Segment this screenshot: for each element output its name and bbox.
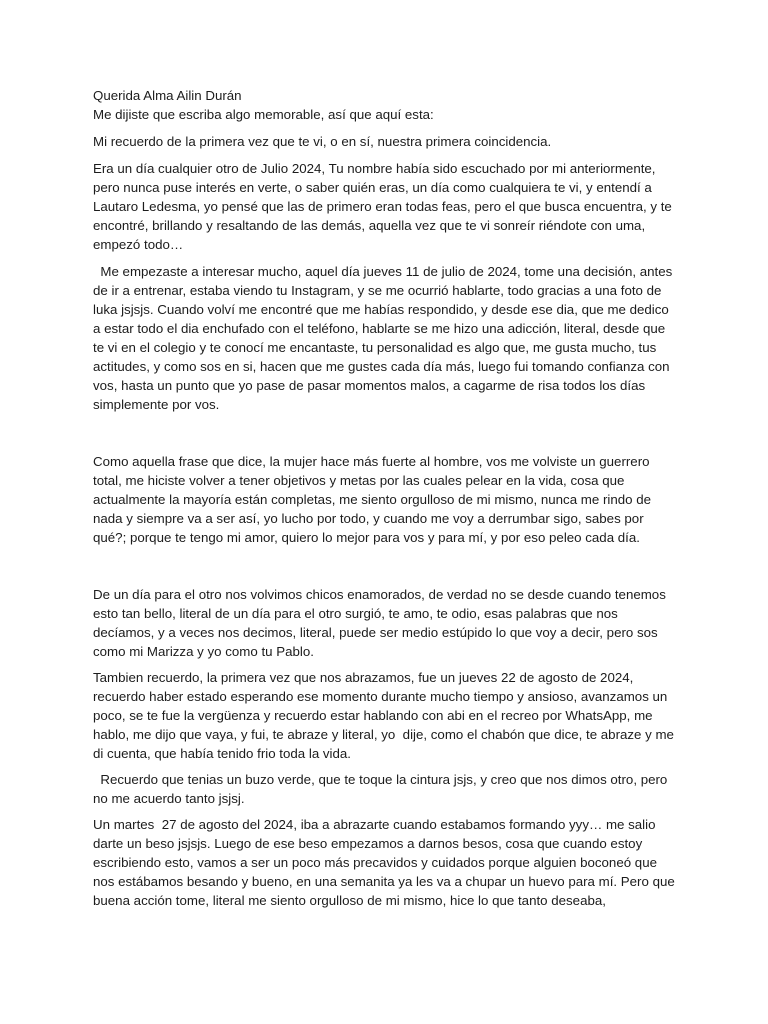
letter-body — [93, 86, 679, 910]
letter-paragraph: Mi recuerdo de la primera vez que te vi, o en sí, nuestra primera coincidencia. — [93, 134, 552, 149]
letter-paragraph: De un día para el otro nos volvimos chicos enamorados, de verdad no se desde cuando tenemos esto tan bello, literal de un día para el otro surgió, te amo, te odio, esas palabras que nos decíamos, y a veces nos decimos, literal, puede ser medio estúpido lo que voy a decir, pero sos como mi Marizza y yo como tu Pablo. — [93, 587, 670, 659]
letter-paragraph: Era un día cualquier otro de Julio 2024, Tu nombre había sido escuchado por mi anteriormente, pero nunca puse interés en verte, o saber quién eras, un día como cualquiera te vi, y entendí a Lautaro Ledesma, yo pensé que las de primero eran todas feas, pero el que busca encuentra, y te encontré, brillando y resaltando de las demás, aquella vez que te vi sonreír riéndote con uma, empezó todo… — [93, 161, 676, 252]
letter-paragraph: Tambien recuerdo, la primera vez que nos abrazamos, fue un jueves 22 de agosto de 2024, recuerdo haber estado esperando ese momento durante mucho tiempo y ansioso, avanzamos un poco, se te fue la vergüenza y recuerdo estar hablando con abi en el recreo por WhatsApp, me hablo, me dijo que vaya, y fui, te abraze y literal, yo dije, como el chabón que dice, te abraze y me di cuenta, que había tenido frio toda la vida. — [93, 670, 678, 761]
letter-intro: Me dijiste que escriba algo memorable, así que aquí esta: — [93, 107, 434, 122]
letter-paragraph: Un martes 27 de agosto del 2024, iba a abrazarte cuando estabamos formando yyy… me salio darte un beso jsjsjs. Luego de ese beso empezamos a darnos besos, cosa que cuando estoy escribiendo esto, vamos a ser un poco más precavidos y cuidados porque alguien boconeó que nos estábamos besando y bueno, en una semanita ya les va a chupar un huevo para mí. Pero que buena acción tome, literal me siento orgulloso de mi mismo, hice lo que tanto deseaba, — [93, 817, 679, 908]
letter-paragraph: Recuerdo que tenias un buzo verde, que te toque la cintura jsjs, y creo que nos dimos otro, pero no me acuerdo tanto jsjsj. — [93, 772, 672, 806]
letter-greeting: Querida Alma Ailin Durán — [93, 88, 242, 103]
letter-paragraph: Como aquella frase que dice, la mujer hace más fuerte al hombre, vos me volviste un guerrero total, me hiciste volver a tener objetivos y metas por las cuales pelear en la vida, cosa que actualmente la mayoría están completas, me siento orgulloso de mi mismo, nunca me rindo de nada y siempre va a ser así, yo lucho por todo, y cuando me voy a derrumbar sigo, sabes por qué?; porque te tengo mi amor, quiero lo mejor para vos y para mí, y por eso peleo cada día. — [93, 454, 655, 545]
letter-paragraph: Me empezaste a interesar mucho, aquel día jueves 11 de julio de 2024, tome una decisión, antes de ir a entrenar, estaba viendo tu Instagram, y se me ocurrió hablarte, todo gracias a una foto de luka jsjsjs. Cuando volví me encontré que me habías respondido, y desde ese dia, que me dedico a estar todo el dia enchufado con el teléfono, hablarte se me hizo una adicción, literal, desde que te vi en el colegio y te conocí me encantaste, tu personalidad es algo que, me gusta mucho, tus actitudes, y como sos en si, hacen que me gustes cada día más, luego fui tomando confianza con vos, hasta un punto que yo pase de pasar momentos malos, a cagarme de risa todos los días simplemente por vos. — [93, 264, 676, 412]
